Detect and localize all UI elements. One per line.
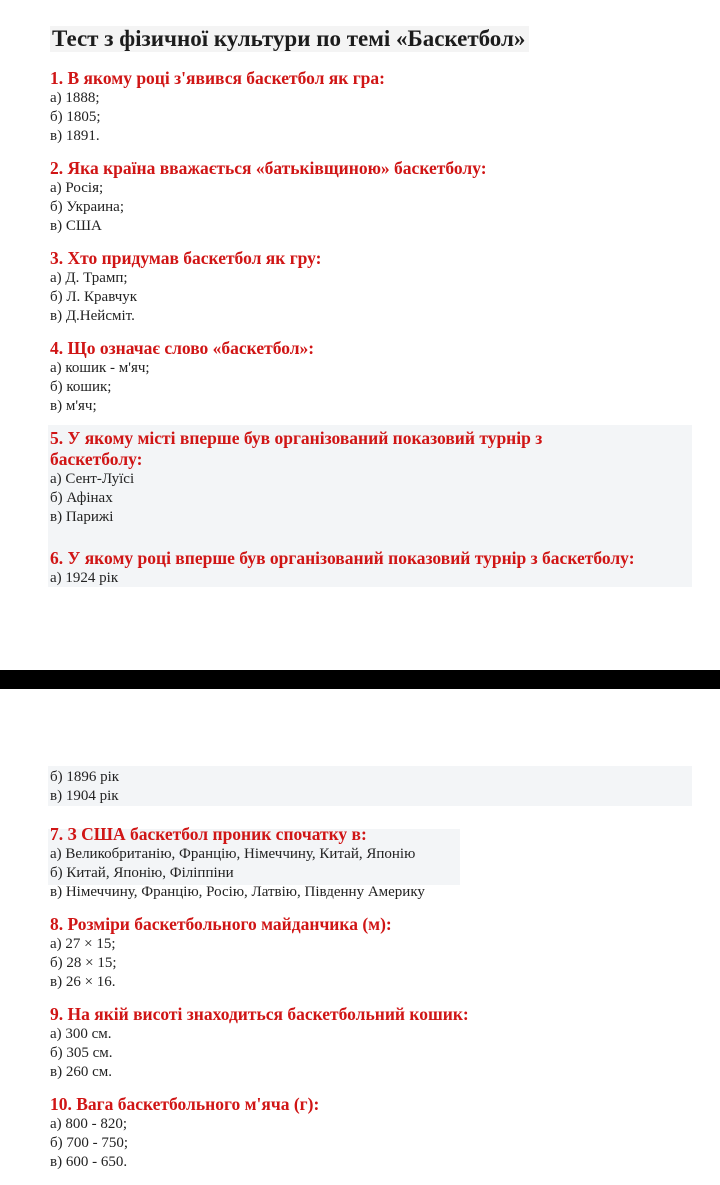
highlight-block <box>48 766 692 806</box>
option-a: а) 800 - 820; <box>50 1116 128 1132</box>
option-b: б) 305 см. <box>50 1045 113 1061</box>
option-a: а) кошик - м'яч; <box>50 360 150 376</box>
question-text: 3. Хто придумав баскетбол як гру: <box>50 248 322 268</box>
option-b: б) Л. Кравчук <box>50 289 138 305</box>
option-a: а) 1888; <box>50 90 100 106</box>
option-c: в) 1891. <box>50 128 100 144</box>
question-text-line-1: 5. У якому місті вперше був організований показовий турнір з <box>50 428 543 448</box>
question-text: 10. Вага баскетбольного м'яча (г): <box>50 1094 320 1114</box>
option-b: б) Афінах <box>50 490 113 506</box>
question-text: 1. В якому році з'явився баскетбол як гра: <box>50 68 385 88</box>
question-7 <box>50 824 425 902</box>
question-text: 9. На якій висоті знаходиться баскетбольний кошик: <box>50 1004 469 1024</box>
question-8 <box>50 914 392 992</box>
option-c: в) Парижі <box>50 509 114 525</box>
option-b: б) 1896 рік <box>50 769 120 785</box>
page-divider <box>0 670 720 689</box>
question-4 <box>50 338 314 416</box>
option-b: б) 1805; <box>50 109 101 125</box>
question-1 <box>50 68 385 146</box>
page-title: Тест з фізичної культури по темі «Баскетбол» <box>50 26 529 52</box>
option-a: а) 300 см. <box>50 1026 112 1042</box>
question-6 <box>50 548 635 588</box>
question-6-continued <box>50 768 119 806</box>
option-c: в) 1904 рік <box>50 788 119 804</box>
option-c: в) США <box>50 218 102 234</box>
option-c: в) 600 - 650. <box>50 1154 128 1170</box>
question-5 <box>50 428 542 527</box>
option-a: а) Сент-Луїсі <box>50 471 135 487</box>
option-a: а) Великобританію, Францію, Німеччину, Китай, Японію <box>50 846 416 862</box>
question-2 <box>50 158 487 236</box>
option-a: а) Росія; <box>50 180 104 196</box>
option-a: а) 27 × 15; <box>50 936 116 952</box>
question-text-line-2: баскетболу: <box>50 449 143 469</box>
option-a: а) 1924 рік <box>50 570 119 586</box>
option-c: в) Д.Нейсміт. <box>50 308 135 324</box>
option-b: б) Китай, Японію, Філіппіни <box>50 865 234 881</box>
question-text: 2. Яка країна вважається «батьківщиною» баскетболу: <box>50 158 487 178</box>
question-text: 7. З США баскетбол проник спочатку в: <box>50 824 367 844</box>
question-text: 4. Що означає слово «баскетбол»: <box>50 338 315 358</box>
question-text: 6. У якому році вперше був організований показовий турнір з баскетболу: <box>50 548 635 568</box>
option-c: в) м'яч; <box>50 398 97 414</box>
question-10 <box>50 1094 319 1172</box>
option-c: в) 260 см. <box>50 1064 112 1080</box>
option-a: а) Д. Трамп; <box>50 270 128 286</box>
question-9 <box>50 1004 469 1082</box>
option-b: б) 28 × 15; <box>50 955 117 971</box>
question-3 <box>50 248 322 326</box>
option-c: в) Німеччину, Францію, Росію, Латвію, Південну Америку <box>50 884 425 900</box>
page-bottom <box>0 689 720 1185</box>
option-b: б) кошик; <box>50 379 112 395</box>
question-text: 8. Розміри баскетбольного майданчика (м): <box>50 914 392 934</box>
option-b: б) 700 - 750; <box>50 1135 129 1151</box>
option-b: б) Украина; <box>50 199 125 215</box>
option-c: в) 26 × 16. <box>50 974 116 990</box>
